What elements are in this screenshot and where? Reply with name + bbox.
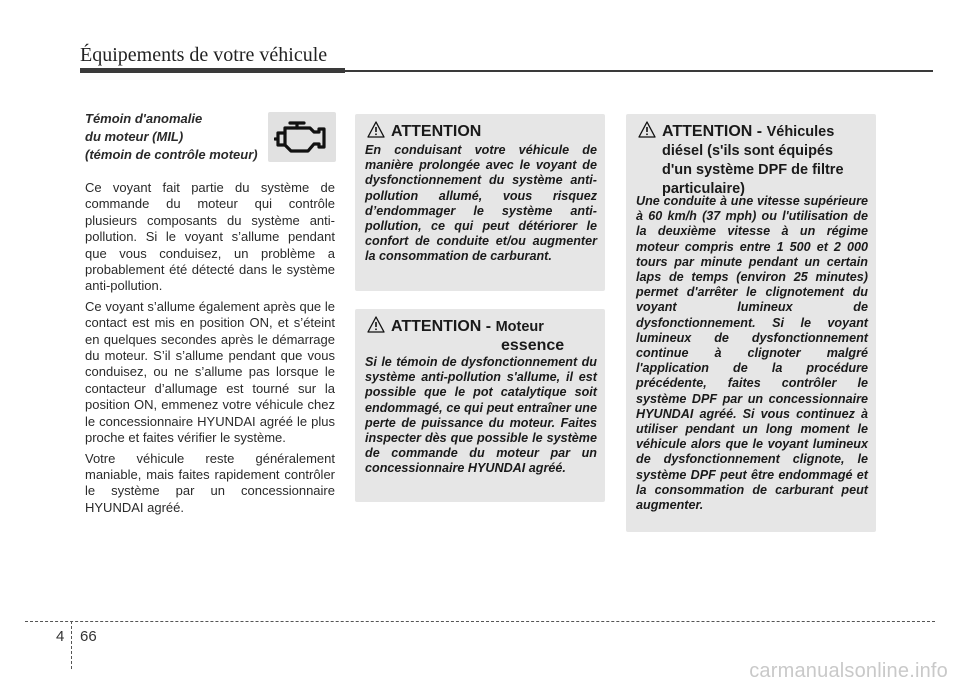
attention-heading: ATTENTION [391,123,482,140]
mil-title-line: Témoin d'anomalie [85,111,203,126]
mil-title [85,110,275,164]
warning-triangle-icon [367,316,385,333]
attention-text: Une conduite à une vitesse supérieure à 60 km/h (37 mph) ou l'utilisation de la deuxième vitesse à un régime moteur compris entre 1 500 et 2 000 tours par minute pendant un certain laps de temps (environ 25 minutes) permet d'arrêter le clignotement du voyant lumineux de dysfonctionnement. Si le voyant lumineux de dysfonctionnement continue à clignoter malgré l'application de la procédure précédente, faites contrôler le système DPF par un concessionnaire HYUNDAI agréé. Si vous continuez à utiliser pendant un long moment le véhicule alors que le voyant lumineux de dysfonctionnement clignote, le système DPF peut être endommagé et la consommation de carburant peut augmenter. [636,194,868,513]
footer-divider [71,621,72,669]
mil-paragraph: Ce voyant s’allume également après que le contact est mis en position ON, et s’éteint en quelques secondes après le démarrage du moteur. S’il s’allume pendant que vous conduisez, ou ne s’allume pas lorsque le contacteur d’allumage est tourné sur la position ON, emmenez votre véhicule chez le concessionnaire HYUNDAI agréé le plus proche et faites vérifier le système. [85,298,335,446]
mil-title-line: du moteur (MIL) [85,129,184,144]
attention-heading-sub: particulaire) [662,181,745,197]
attention-heading-sub: Moteur [495,319,544,335]
footer-rule [25,621,935,622]
header-bar [80,68,345,73]
attention-heading-label: ATTENTION - [391,318,492,335]
attention-heading-label: ATTENTION - [662,123,763,140]
page-number: 66 [80,628,97,645]
warning-triangle-icon [367,121,385,138]
attention-box-petrol [355,309,605,502]
mil-title-line: (témoin de contrôle moteur) [85,147,258,162]
attention-heading-sub: Véhicules [766,124,835,140]
attention-heading-sub: d'un système DPF de filtre [662,162,844,178]
attention-heading [391,317,544,337]
watermark: carmanualsonline.info [749,660,948,682]
mil-description [85,180,335,520]
header-rule [345,70,933,72]
engine-check-icon [274,119,330,155]
mil-paragraph: Ce voyant fait partie du système de commande du moteur qui contrôle plusieurs composants du système anti-pollution. Si le voyant s’allume pendant que vous conduisez, un problème a probablement été détecté dans le système anti-pollution. [85,180,335,294]
attention-box-general [355,114,605,291]
attention-text: En conduisant votre véhicule de manière prolongée avec le voyant de dysfonctionnement du système anti-pollution allumé, vous risquez d’endommager le système anti-pollution, ce qui peut détériorer le confort de conduite et/ou augmenter la consommation de carburant. [365,143,597,264]
mil-paragraph: Votre véhicule reste généralement maniable, mais faites rapidement contrôler le système par un concessionnaire HYUNDAI agréé. [85,450,335,515]
attention-box-diesel [626,114,876,532]
attention-text: Si le témoin de dysfonctionnement du système anti-pollution s'allume, il est possible que le pot catalytique soit endommagé, ce qui peut entraîner une perte de puissance du moteur. Faites inspecter dès que possible le système de commande du moteur par un concessionnaire HYUNDAI agréé. [365,355,597,476]
attention-heading-sub: essence [501,337,565,354]
page-title: Équipements de votre véhicule [80,44,328,66]
attention-heading-sub: diésel (s'ils sont équipés [662,143,834,159]
chapter-number: 4 [56,628,65,645]
attention-heading [662,122,872,199]
warning-triangle-icon [638,121,656,138]
mil-icon-box [268,112,336,162]
